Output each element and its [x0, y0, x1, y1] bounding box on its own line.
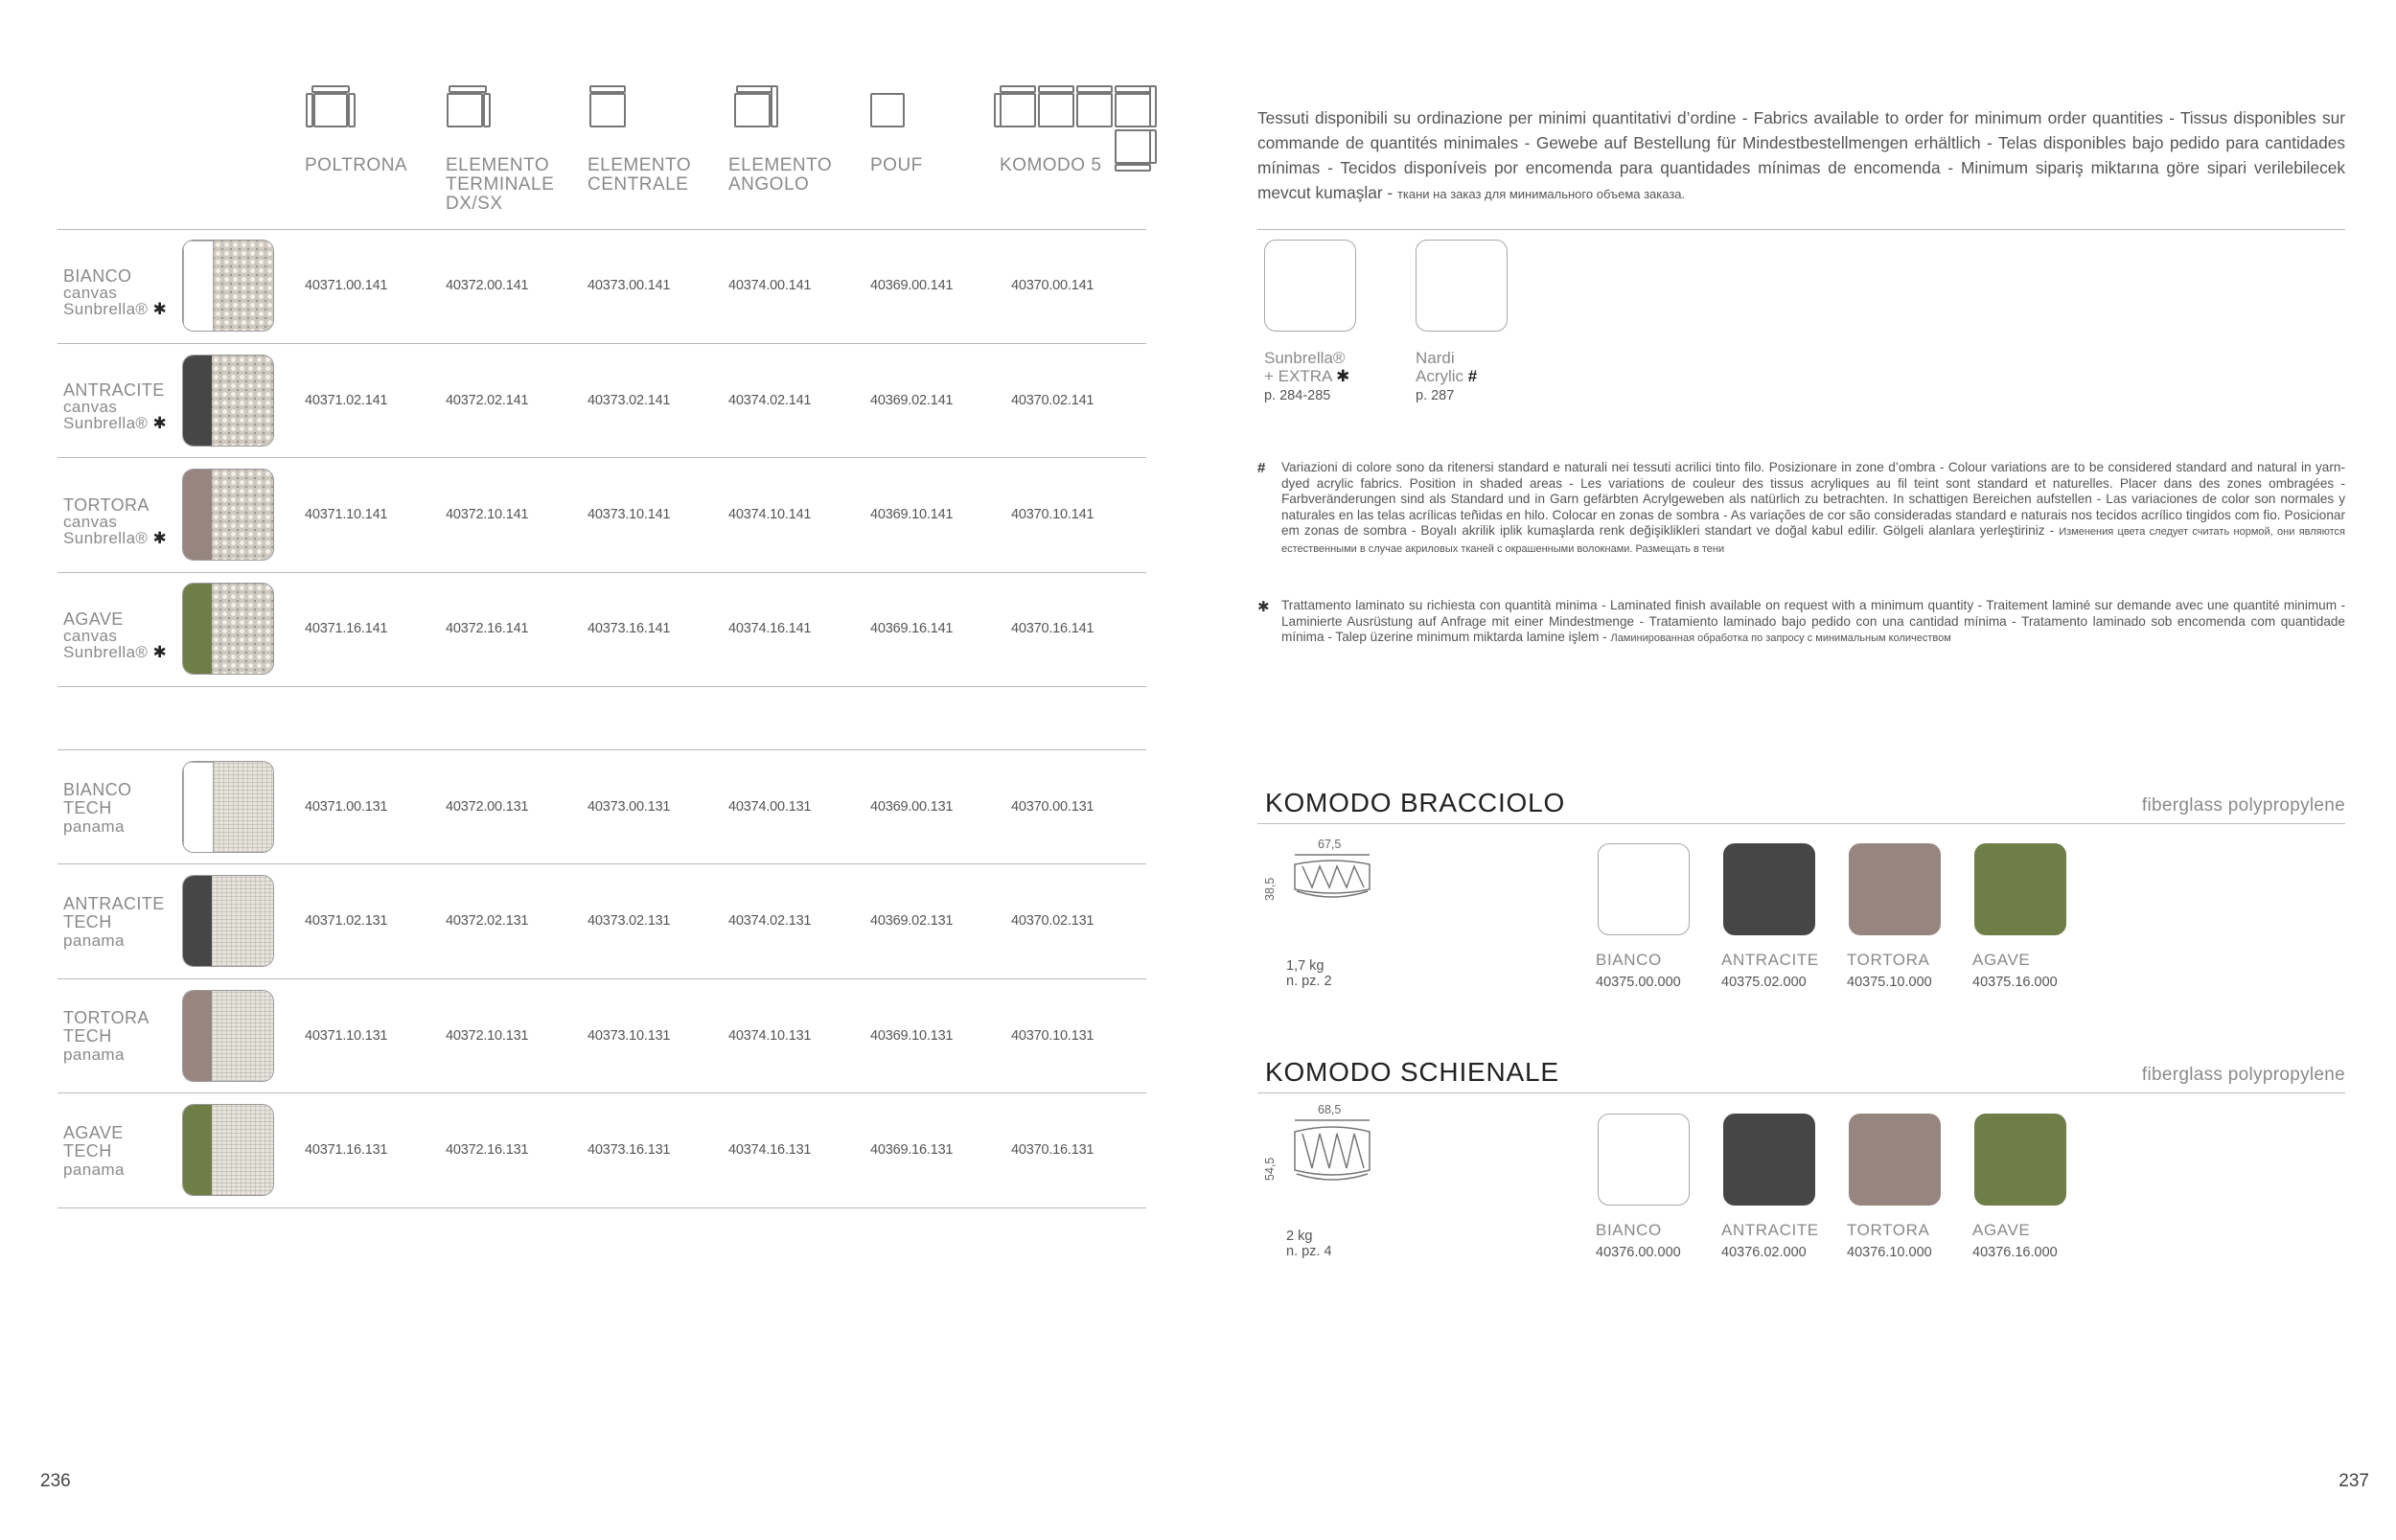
elemento-terminale-icon	[446, 84, 492, 130]
table-divider	[58, 978, 1146, 979]
color-name: AGAVE	[1972, 951, 2031, 969]
product-code: 40371.02.131	[305, 913, 388, 929]
color-code: 40375.02.000	[1721, 975, 1807, 990]
section-divider	[1257, 823, 2345, 824]
dimension-width: 67,5	[1318, 838, 1342, 851]
intro-paragraph: Tessuti disponibili su ordinazione per minimi quantitativi d’ordine - Fabrics available to order for minimum order quantities - Tissus disponibles sur commande de quantités minimales - Gewebe auf Bestellung für Mindestbestellmengen erhältlich - Telas disponibles bajo pedido para cantidades mínimas - Tecidos disponíveis por encomenda para quantidades mínimas de encomenda - Minimum sipariş miktarına göre sipari verilebilecek mevcut kumaşlar - ткани на заказ для минимального объема заказа.	[1257, 108, 2345, 202]
note-symbol: #	[1257, 460, 1266, 476]
product-code: 40373.16.131	[587, 1142, 671, 1158]
product-weight: 1,7 kg n. pz. 2	[1286, 958, 1332, 989]
row-label: AGAVE canvas Sunbrella® ✱	[63, 609, 168, 661]
product-code: 40373.00.141	[587, 278, 671, 293]
fabric-swatch	[182, 583, 274, 675]
fabric-swatch	[182, 990, 274, 1082]
product-code: 40373.16.141	[587, 621, 671, 636]
product-code: 40371.00.141	[305, 278, 388, 293]
product-weight: 2 kg n. pz. 4	[1286, 1229, 1332, 1259]
color-name: TORTORA	[1847, 1221, 1930, 1239]
fabric-swatch	[182, 875, 274, 967]
table-divider	[58, 229, 1146, 230]
color-code: 40376.02.000	[1721, 1245, 1807, 1260]
color-name: ANTRACITE	[1721, 1221, 1819, 1239]
table-divider	[58, 1092, 1146, 1093]
product-code: 40369.16.131	[870, 1142, 954, 1158]
note-symbol: ✱	[1257, 599, 1270, 615]
bracciolo-drawing-icon	[1289, 853, 1375, 911]
color-code: 40376.16.000	[1972, 1245, 2058, 1260]
product-code: 40374.00.131	[728, 799, 812, 815]
dimension-width: 68,5	[1318, 1103, 1342, 1116]
product-code: 40373.02.141	[587, 393, 671, 408]
product-code: 40369.16.141	[870, 621, 954, 636]
product-code: 40372.00.141	[446, 278, 529, 293]
color-swatch-agave	[1974, 1114, 2066, 1206]
color-code: 40375.16.000	[1972, 975, 2058, 990]
page-number: 237	[2338, 1471, 2369, 1491]
row-label: BIANCO canvas Sunbrella® ✱	[63, 266, 168, 318]
product-code: 40370.02.141	[1011, 393, 1094, 408]
elemento-centrale-icon	[587, 84, 628, 130]
color-code: 40375.10.000	[1847, 975, 1932, 990]
fabric-swatch-nardi-acrylic	[1416, 240, 1508, 332]
product-code: 40374.02.131	[728, 913, 812, 929]
product-code: 40373.10.141	[587, 507, 671, 522]
product-code: 40374.16.141	[728, 621, 812, 636]
schienale-drawing-icon	[1289, 1118, 1375, 1192]
table-divider	[58, 749, 1146, 750]
table-divider	[58, 686, 1146, 687]
color-name: ANTRACITE	[1721, 951, 1819, 969]
product-code: 40369.00.131	[870, 799, 954, 815]
product-code: 40372.02.131	[446, 913, 529, 929]
column-label-poltrona: POLTRONA	[305, 155, 408, 175]
product-code: 40373.00.131	[587, 799, 671, 815]
fabric-name: Sunbrella® + EXTRA ✱	[1264, 349, 1350, 385]
product-code: 40372.16.131	[446, 1142, 529, 1158]
product-code: 40370.16.141	[1011, 621, 1094, 636]
row-label: TORTORA TECH panama	[63, 1008, 150, 1064]
row-label: AGAVE TECH panama	[63, 1123, 125, 1179]
product-code: 40370.10.141	[1011, 507, 1094, 522]
table-divider	[58, 863, 1146, 864]
color-name: AGAVE	[1972, 1221, 2031, 1239]
product-code: 40370.10.131	[1011, 1028, 1094, 1044]
product-code: 40370.02.131	[1011, 913, 1094, 929]
dimension-height: 54,5	[1263, 1157, 1277, 1181]
fabric-swatch	[182, 240, 274, 332]
row-label: ANTRACITE TECH panama	[63, 894, 165, 950]
color-name: BIANCO	[1596, 1221, 1662, 1239]
color-swatch-antracite	[1723, 1114, 1815, 1206]
product-code: 40372.10.131	[446, 1028, 529, 1044]
fabric-page-ref: p. 284-285	[1264, 388, 1331, 403]
section-divider	[1257, 229, 2345, 230]
row-label: BIANCO TECH panama	[63, 780, 132, 836]
color-swatch-agave	[1974, 843, 2066, 935]
product-title: KOMODO BRACCIOLO	[1265, 788, 1566, 817]
fabric-swatch	[182, 469, 274, 561]
product-code: 40372.16.141	[446, 621, 529, 636]
section-divider	[1257, 1092, 2345, 1093]
note-text: Variazioni di colore sono da ritenersi standard e naturali nei tessuti acrilici tinto filo. Posizionare in zone d’ombra - Colour variations are to be considered standard and natural in yarn-dyed acrylic fabrics. Position in shaded areas - Les variations de couleur des tissus acryliques au fil teint sont standard et naturelles. Placer dans des zones ombragées - Farbveränderungen sind als Standard und in Garn gefärbten Acrylgeweben als natürlich zu betrachten. In schattigen Bereichen aufstellen - Las variaciones de color son normales y naturales en las telas acrílicas teñidas en hilo. Colocar en zonas de sombra - As variações de cor são consideradas standard e naturais nos tecidos acrílico tingidos com fio. Posicionar em zonas de sombra - Boyalı akrilik iplik kumaşlarda renk değişiklikleri standart ve doğal kabul edilir. Gölgeli alanlara yerleştiriniz - Изменения цвета следует считать нормой, они являются естественными в случае акриловых тканей с окрашенными волокнами. Размещать в тени	[1281, 460, 2345, 555]
product-code: 40371.10.131	[305, 1028, 388, 1044]
color-swatch-tortora	[1849, 843, 1941, 935]
table-divider	[58, 1207, 1146, 1208]
color-swatch-tortora	[1849, 1114, 1941, 1206]
color-code: 40375.00.000	[1596, 975, 1681, 990]
column-label-pouf: POUF	[870, 155, 923, 175]
table-divider	[58, 343, 1146, 344]
product-code: 40374.10.131	[728, 1028, 812, 1044]
note-text: Trattamento laminato su richiesta con quantità minima - Laminated finish available on request with a minimum quantity - Traitement laminé sur demande avec une quantité minimum - Laminierte Ausrüstung auf Anfrage mit einer Mindestmenge - Tratamiento laminado bajo pedido con una cantidad mínima - Tratamento laminado sob encomenda com quantidade mínima - Talep üzerine minimum miktarda lamine işlem - Ламинированная обработка по запросу с минимальным количеством	[1281, 598, 2345, 644]
product-code: 40370.00.131	[1011, 799, 1094, 815]
fabric-swatch-sunbrella	[1264, 240, 1356, 332]
product-code: 40373.02.131	[587, 913, 671, 929]
column-label-komodo-5: KOMODO 5	[1000, 155, 1102, 175]
product-code: 40369.00.141	[870, 278, 954, 293]
product-code: 40371.10.141	[305, 507, 388, 522]
fabric-swatch	[182, 761, 274, 853]
product-code: 40369.02.131	[870, 913, 954, 929]
product-code: 40371.16.131	[305, 1142, 388, 1158]
fabric-swatch	[182, 355, 274, 447]
poltrona-icon	[305, 84, 357, 130]
row-label: ANTRACITE canvas Sunbrella® ✱	[63, 380, 168, 432]
product-code: 40373.10.131	[587, 1028, 671, 1044]
elemento-angolo-icon	[733, 84, 779, 130]
color-swatch-bianco	[1598, 1114, 1690, 1206]
product-code: 40371.00.131	[305, 799, 388, 815]
column-label-elemento-terminale: ELEMENTO TERMINALE DX/SX	[446, 155, 555, 214]
product-title: KOMODO SCHIENALE	[1265, 1057, 1559, 1087]
color-swatch-antracite	[1723, 843, 1815, 935]
color-code: 40376.10.000	[1847, 1245, 1932, 1260]
color-name: TORTORA	[1847, 951, 1930, 969]
product-material: fiberglass polypropylene	[2141, 1065, 2345, 1085]
product-material: fiberglass polypropylene	[2141, 795, 2345, 816]
page-number: 236	[40, 1471, 71, 1491]
product-code: 40370.16.131	[1011, 1142, 1094, 1158]
product-code: 40372.02.141	[446, 393, 529, 408]
product-code: 40374.16.131	[728, 1142, 812, 1158]
product-code: 40370.00.141	[1011, 278, 1094, 293]
product-code: 40371.02.141	[305, 393, 388, 408]
product-code: 40374.10.141	[728, 507, 812, 522]
product-code: 40369.10.141	[870, 507, 954, 522]
product-code: 40369.02.141	[870, 393, 954, 408]
table-divider	[58, 457, 1146, 458]
pouf-icon	[868, 84, 907, 130]
product-code: 40372.00.131	[446, 799, 529, 815]
product-code: 40369.10.131	[870, 1028, 954, 1044]
dimension-height: 38,5	[1263, 877, 1277, 901]
color-swatch-bianco	[1598, 843, 1690, 935]
column-label-elemento-centrale: ELEMENTO CENTRALE	[587, 155, 692, 195]
color-code: 40376.00.000	[1596, 1245, 1681, 1260]
row-label: TORTORA canvas Sunbrella® ✱	[63, 495, 168, 547]
fabric-page-ref: p. 287	[1416, 388, 1455, 403]
fabric-swatch	[182, 1104, 274, 1196]
table-divider	[58, 572, 1146, 573]
product-code: 40372.10.141	[446, 507, 529, 522]
product-code: 40374.00.141	[728, 278, 812, 293]
fabric-name: Nardi Acrylic #	[1416, 349, 1478, 385]
color-name: BIANCO	[1596, 951, 1662, 969]
product-code: 40374.02.141	[728, 393, 812, 408]
column-label-elemento-angolo: ELEMENTO ANGOLO	[728, 155, 833, 195]
product-code: 40371.16.141	[305, 621, 388, 636]
